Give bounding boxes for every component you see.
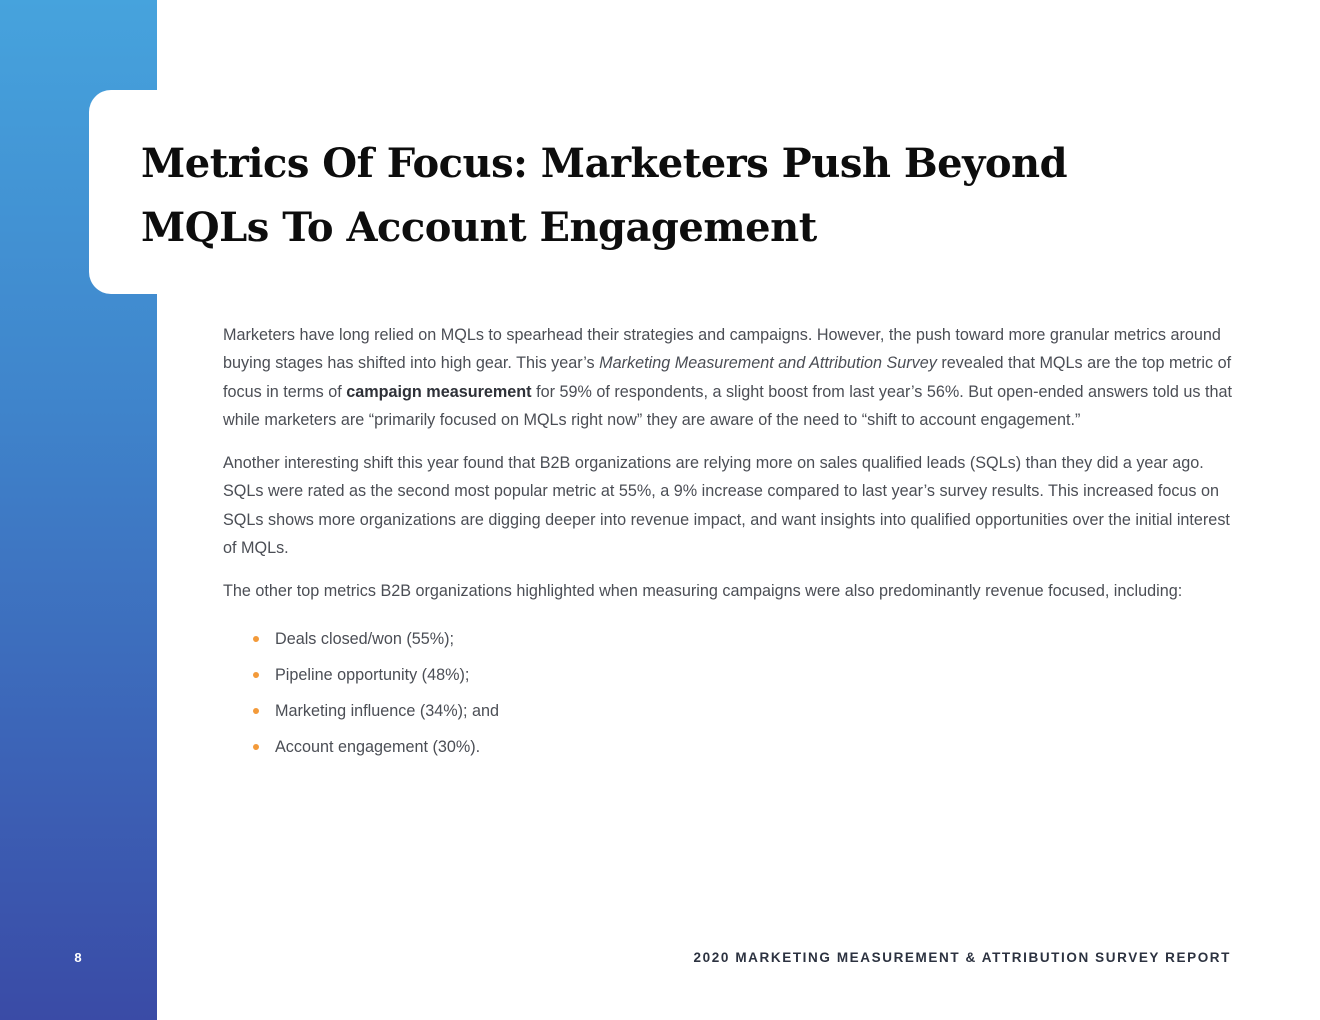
- paragraph-1-part-1: Marketers have long relied on MQLs to spearhead their strategies and campaigns. However, the push toward more granular metrics around buying stages has shifted into high gear. This year’s: [223, 326, 1221, 373]
- paragraph-1-part-3: for 59% of respondents, a slight boost from last year’s 56%. But open-ended answers told us that while marketers are “primarily focused on MQLs right now” they are aware of the need to “shift to account engagement.”: [223, 382, 1232, 429]
- survey-name: Marketing Measurement and Attribution Survey: [599, 354, 937, 373]
- body-text: [223, 321, 1233, 765]
- paragraph-1: [223, 321, 1233, 434]
- list-item: [275, 621, 1233, 657]
- list-item: [275, 693, 1233, 729]
- campaign-measurement-emphasis: campaign measurement: [346, 382, 532, 401]
- list-item: [275, 729, 1233, 765]
- page-title-line-2: MQLs To Account Engagement: [141, 204, 817, 251]
- page-title-line-1: Metrics Of Focus: Marketers Push Beyond: [141, 140, 1068, 187]
- bullet-dot-icon: [253, 744, 259, 750]
- list-item-text: Deals closed/won (55%);: [275, 629, 455, 648]
- paragraph-3: The other top metrics B2B organizations highlighted when measuring campaigns were also predominantly revenue focused, including:: [223, 582, 1183, 601]
- page-number: 8: [74, 950, 82, 965]
- metrics-list: [223, 621, 1233, 765]
- bullet-dot-icon: [253, 708, 259, 714]
- paragraph-1-part-2: revealed that MQLs are the top metric of focus in terms of: [223, 354, 1232, 401]
- bullet-dot-icon: [253, 636, 259, 642]
- list-item-text: Marketing influence (34%); and: [275, 701, 500, 720]
- page-title: [141, 132, 1201, 260]
- list-item-text: Pipeline opportunity (48%);: [275, 665, 470, 684]
- bullet-dot-icon: [253, 672, 259, 678]
- paragraph-2: Another interesting shift this year found that B2B organizations are relying more on sales qualified leads (SQLs) than they did a year ago. SQLs were rated as the second most popular metric at 55%, a 9% increase compared to last year’s survey results. This increased focus on SQLs shows more organizations are digging deeper into revenue impact, and want insights into qualified opportunities over the initial interest of MQLs.: [223, 454, 1230, 558]
- footer-report-title: 2020 MARKETING MEASUREMENT & ATTRIBUTION SURVEY REPORT: [693, 950, 1231, 965]
- list-item: [275, 657, 1233, 693]
- list-item-text: Account engagement (30%).: [275, 737, 481, 756]
